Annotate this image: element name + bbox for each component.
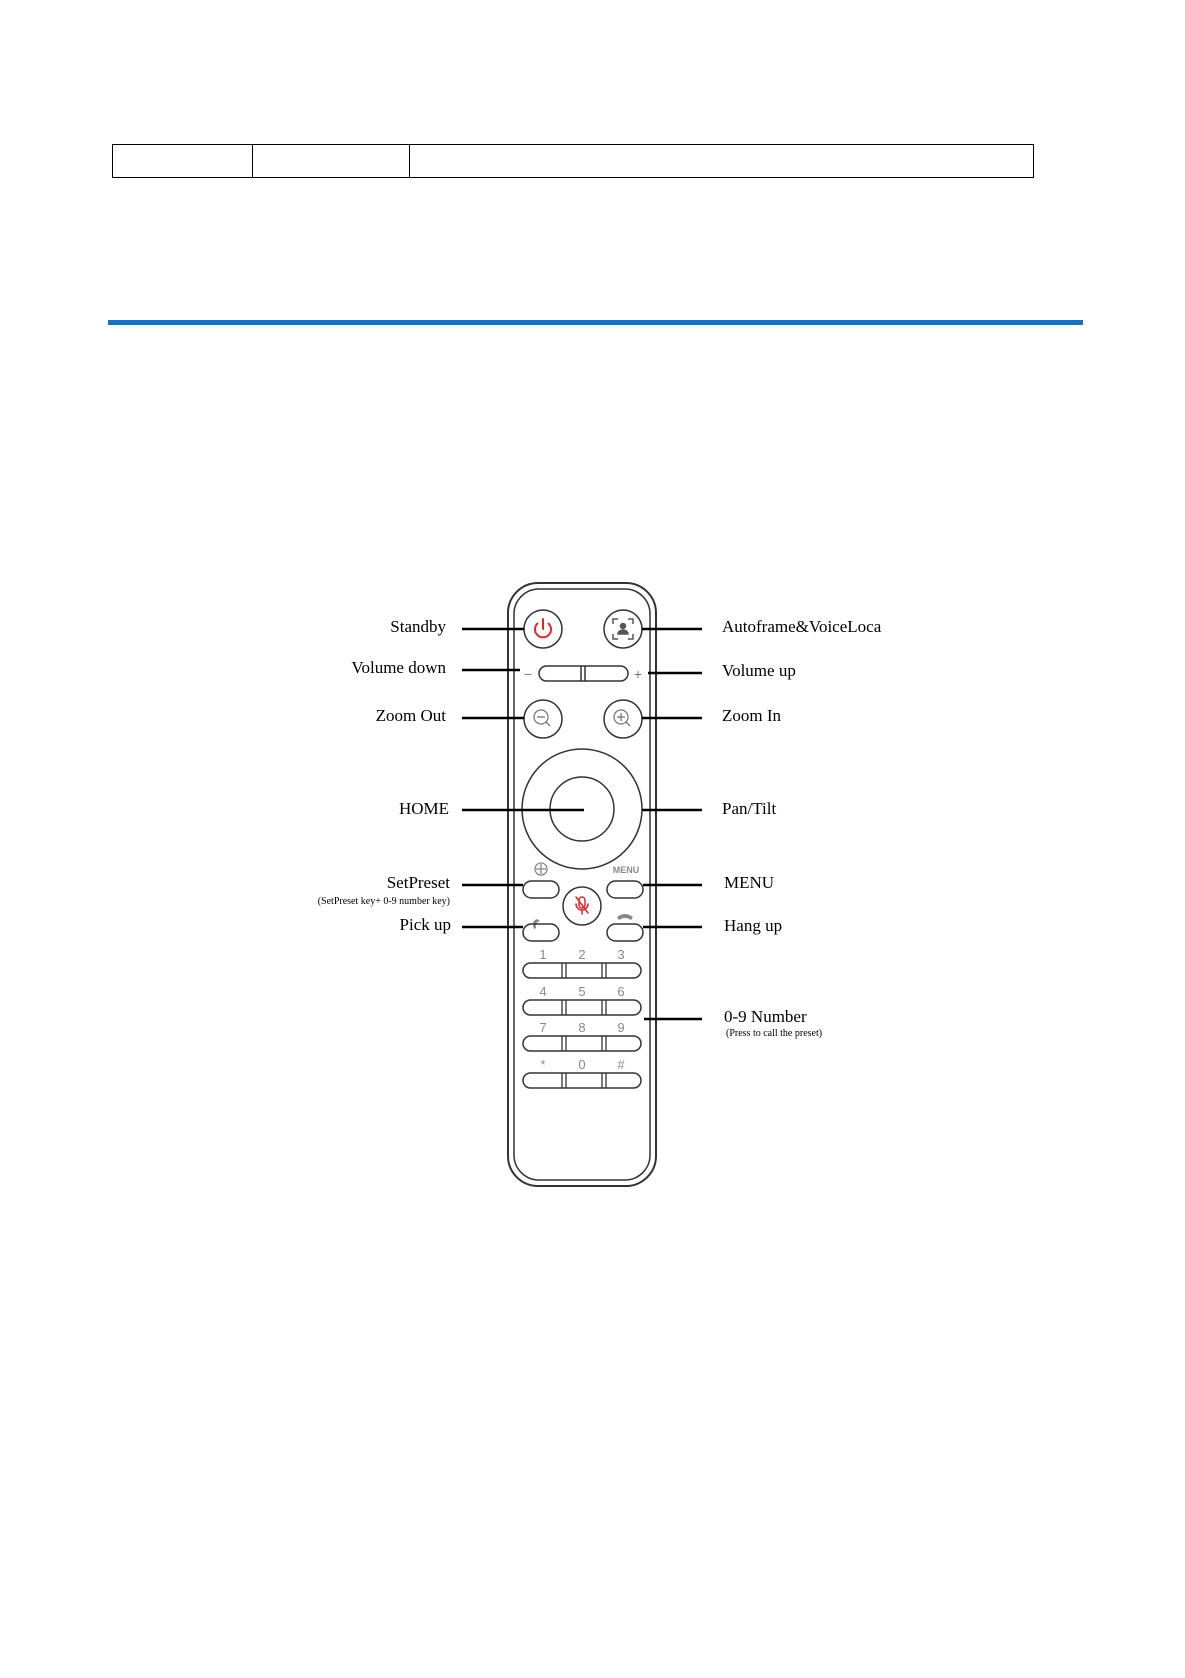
- number-key-4[interactable]: [563, 1000, 601, 1015]
- zoom-out-icon: [534, 710, 550, 726]
- label-set-preset-note: (SetPreset key+ 0-9 number key): [317, 896, 450, 907]
- number-key-label: 4: [539, 984, 547, 999]
- hang-up-button[interactable]: [607, 924, 643, 941]
- label-number: 0-9 Number: [724, 1007, 807, 1026]
- label-volume-up: Volume up: [722, 661, 796, 680]
- number-key-6[interactable]: [523, 1036, 561, 1051]
- number-key-1[interactable]: [563, 963, 601, 978]
- number-key-label: 0: [578, 1057, 586, 1072]
- number-key-0[interactable]: [523, 963, 561, 978]
- label-pan-tilt: Pan/Tilt: [722, 799, 777, 818]
- number-key-label: 9: [617, 1020, 625, 1035]
- number-key-8[interactable]: [603, 1036, 641, 1051]
- label-standby: Standby: [390, 617, 446, 636]
- volume-plus-sign: +: [633, 666, 643, 682]
- volume-minus-sign: −: [523, 666, 533, 682]
- label-home: HOME: [398, 799, 449, 818]
- label-volume-down: Volume down: [351, 658, 446, 677]
- preset-icon: [535, 863, 547, 875]
- number-key-11[interactable]: [603, 1073, 641, 1088]
- volume-rocker[interactable]: [539, 666, 628, 681]
- power-icon: [535, 619, 551, 637]
- number-key-3[interactable]: [523, 1000, 561, 1015]
- menu-key-text: MENU: [612, 865, 640, 875]
- number-key-label: 6: [617, 984, 625, 999]
- number-key-label: #: [617, 1057, 625, 1072]
- number-key-10[interactable]: [563, 1073, 601, 1088]
- label-pick-up: Pick up: [399, 915, 451, 934]
- label-set-preset: SetPreset: [386, 873, 450, 892]
- label-menu: MENU: [724, 873, 775, 892]
- number-key-label: 3: [617, 947, 625, 962]
- number-key-label: 7: [539, 1020, 547, 1035]
- menu-button[interactable]: [607, 881, 643, 898]
- number-key-7[interactable]: [563, 1036, 601, 1051]
- label-zoom-in: Zoom In: [722, 706, 782, 725]
- remote-body-inner: [514, 589, 650, 1180]
- label-number-note: (Press to call the preset): [726, 1028, 823, 1039]
- label-autoframe: Autoframe&VoiceLoca: [722, 617, 882, 636]
- label-hang-up: Hang up: [724, 916, 783, 935]
- number-keypad: [523, 947, 641, 1088]
- number-key-label: 1: [539, 947, 547, 962]
- set-preset-button[interactable]: [523, 881, 559, 898]
- autoframe-icon: [613, 619, 633, 639]
- zoom-out-button[interactable]: [524, 700, 562, 738]
- phone-hangup-icon: [617, 914, 633, 920]
- number-key-9[interactable]: [523, 1073, 561, 1088]
- label-zoom-out: Zoom Out: [375, 706, 446, 725]
- number-key-2[interactable]: [603, 963, 641, 978]
- zoom-in-button[interactable]: [604, 700, 642, 738]
- number-key-5[interactable]: [603, 1000, 641, 1015]
- zoom-in-icon: [614, 710, 630, 726]
- mic-icon: [576, 897, 588, 914]
- number-key-label: 5: [578, 984, 586, 999]
- number-key-label: 2: [578, 947, 586, 962]
- number-key-label: 8: [578, 1020, 586, 1035]
- number-key-label: *: [540, 1057, 546, 1072]
- pick-up-button[interactable]: [523, 924, 559, 941]
